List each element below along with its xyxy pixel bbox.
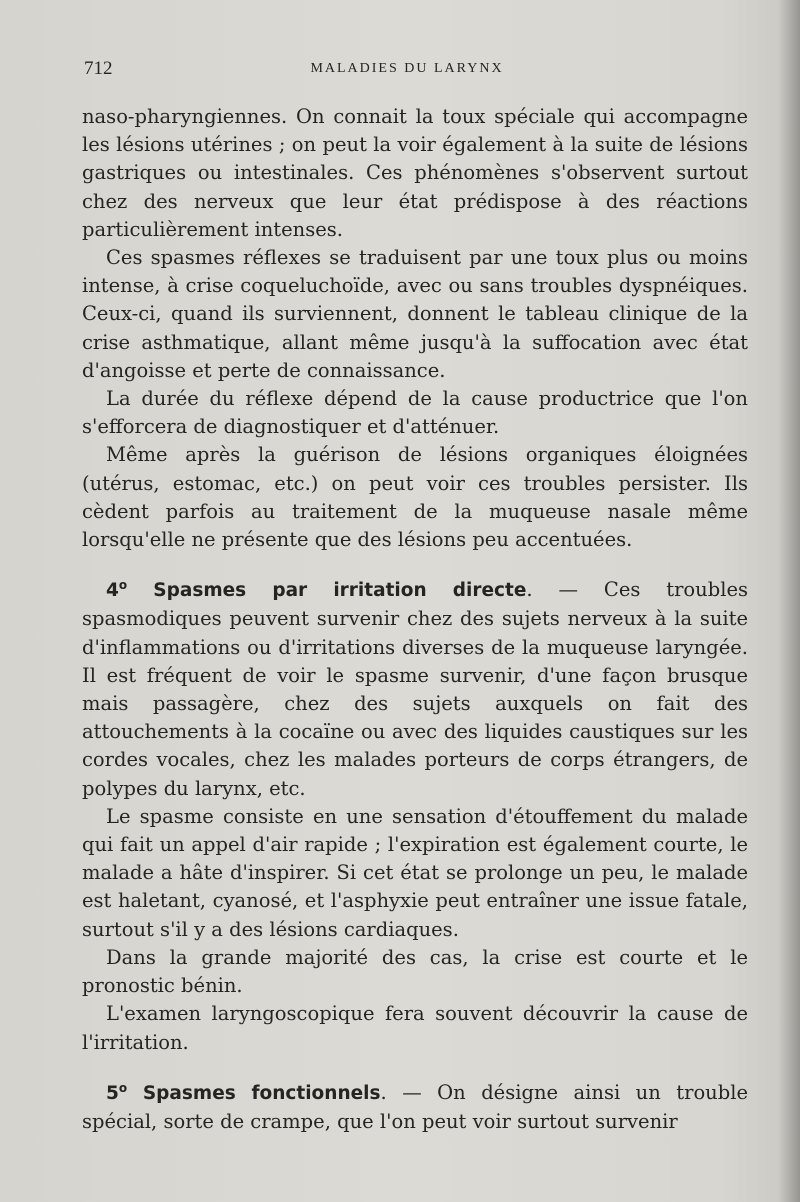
section-4-degree: o [118, 578, 128, 593]
paragraph: Même après la guérison de lésions organiques éloignées (utérus, estomac, etc.) on peut voir ces troubles persister. Ils cèdent parfois au traitement de la muqueuse nasale même lorsqu'elle ne présente que des lésions peu accentuées. [82, 443, 748, 552]
page-number: 712 [84, 58, 113, 79]
page-edge-shadow [778, 0, 800, 1202]
section-5-paragraph [82, 1079, 748, 1136]
section-4-heading [106, 580, 526, 601]
page-header [84, 58, 730, 88]
section-5-degree: o [118, 1080, 128, 1095]
section-5-text: . — On désigne ainsi un trouble spécial, sorte de crampe, que l'on peut voir surtout survenir [82, 1080, 748, 1133]
paragraph: L'examen laryngoscopique fera souvent découvrir la cause de l'irritation. [82, 1002, 748, 1054]
paragraph: Le spasme consiste en une sensation d'étouffement du malade qui fait un appel d'air rapide ; l'expiration est également courte, le malade a hâte d'inspirer. Si cet état se prolonge un peu, le malade est haletant, cyanosé, et l'asphyxie peut entraîner une issue fatale, surtout s'il y a des lésions cardiaques. [82, 804, 748, 941]
section-4-paragraph [82, 576, 748, 803]
section-5-heading [106, 1080, 381, 1104]
section-4-title: Spasmes par irritation directe [153, 580, 527, 602]
section-5-title: Spasmes fonctionnels [142, 1082, 381, 1104]
paragraph: naso-pharyngiennes. On connait la toux spéciale qui accompagne les lésions utérines ; on peut la voir également à la suite de lésions gastriques ou intestinales. Ces phénomènes s'observent surtout chez des nerveux que leur état prédispose à des réactions particulièrement intenses. [82, 105, 748, 241]
section-5-number: 5 [106, 1082, 119, 1104]
paragraph: La durée du réflexe dépend de la cause productrice que l'on s'efforcera de diagnostiquer et d'atténuer. [82, 387, 748, 439]
paragraph: Dans la grande majorité des cas, la crise est courte et le pronostic bénin. [82, 945, 748, 998]
paragraph: Ces spasmes réflexes se traduisent par une toux plus ou moins intense, à crise coqueluchoïde, avec ou sans troubles dyspnéiques. Ceux-ci, quand ils surviennent, donnent le tableau clinique de la crise asthmatique, allant même jusqu'à la suffocation avec état d'angoisse et perte de connaissance. [82, 246, 748, 382]
body-text [82, 103, 748, 1136]
section-4-text: . — Ces troubles spasmodiques peuvent survenir chez des sujets nerveux à la suite d'inflammations ou d'irritations diverses de la muqueuse laryngée. Il est fréquent de voir le spasme survenir, d'une façon brusque mais passagère, chez des sujets auxquels on fait des attouchements à la cocaïne ou avec des liquides caustiques sur les cordes vocales, chez les malades porteurs de corps étrangers, de polypes du larynx, etc. [82, 578, 748, 800]
section-4-number: 4 [106, 580, 119, 602]
running-title: MALADIES DU LARYNX [310, 61, 504, 76]
